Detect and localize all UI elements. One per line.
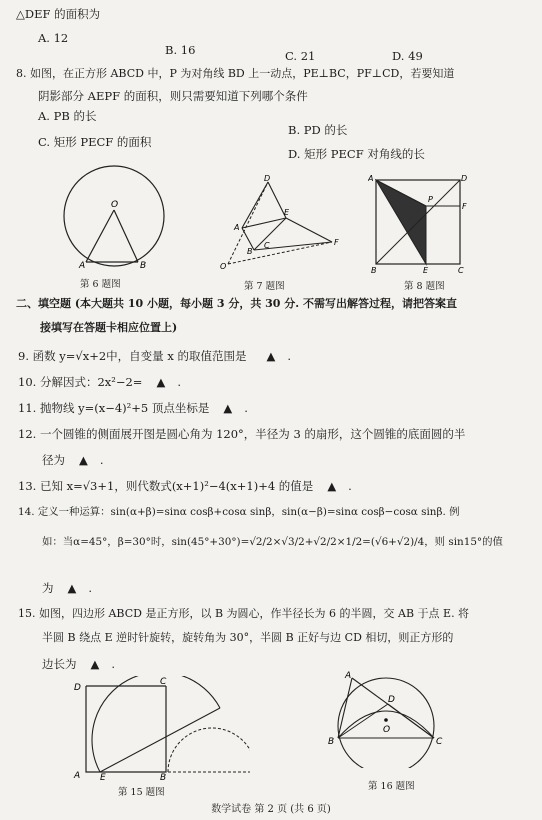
q8-option-a: A. PB 的长 <box>38 109 97 123</box>
fig7-label-o: O <box>220 262 227 271</box>
fig15-label-d: D <box>74 683 81 693</box>
q9-text: 9. 函数 y=√x+2中，自变量 x 的取值范围是 <box>18 349 247 363</box>
fig15-label-e: E <box>100 773 106 780</box>
fig6-label-o: O <box>111 200 119 210</box>
fig15-label-b: B <box>160 773 167 780</box>
fig8-label-f: F <box>462 202 467 211</box>
q8-option-b: B. PD 的长 <box>288 123 348 137</box>
fig7-label-f: F <box>334 238 339 247</box>
fig6-label-b: B <box>140 261 147 271</box>
fig7-caption: 第 7 题图 <box>244 281 285 292</box>
q7-tail: △DEF 的面积为 <box>16 7 101 21</box>
q12-blank-mark: ▲ <box>79 453 88 467</box>
fig15-label-a: A <box>74 771 81 780</box>
fig16-label-b: B <box>328 737 335 747</box>
q11-text: 11. 抛物线 y=(x−4)²+5 顶点坐标是 <box>18 401 210 415</box>
q12-end: . <box>99 453 104 467</box>
q7-option-d: D. 49 <box>392 49 423 63</box>
fig7-label-d: D <box>264 174 271 183</box>
fig7-label-e: E <box>284 208 290 217</box>
q13-blank-mark: ▲ <box>327 479 337 493</box>
fig8-label-a: A <box>368 174 374 183</box>
fig8-label-c: C <box>458 266 464 275</box>
q9 <box>18 348 291 364</box>
q14-text: 为 <box>42 581 54 595</box>
fig15-caption: 第 15 题图 <box>118 787 165 798</box>
q14-line1: 14. 定义一种运算：sin(α+β)=sinα cosβ+cosα sinβ，sin(α−β)=sinα cosβ−cosα sinβ. 例 <box>18 506 460 518</box>
fig8-label-e: E <box>423 266 429 275</box>
fig7-label-c: C <box>264 241 270 250</box>
q14-blank-mark: ▲ <box>67 581 77 595</box>
q12-line2 <box>42 452 104 468</box>
q8-option-d: D. 矩形 PECF 对角线的长 <box>288 147 425 161</box>
q10-blank-mark: ▲ <box>156 375 166 389</box>
fig8-caption: 第 8 题图 <box>404 281 445 292</box>
q14-end: . <box>88 581 93 595</box>
q7-option-a: A. 12 <box>38 31 69 45</box>
q11 <box>18 400 248 416</box>
q7-option-b: B. 16 <box>165 43 196 57</box>
q15-line2: 半圆 B 绕点 E 逆时针旋转，旋转角为 30°，半圆 B 正好与边 CD 相切，则正方形的 <box>42 631 454 644</box>
q11-blank-mark: ▲ <box>223 401 233 415</box>
q15-line1: 15. 如图，四边形 ABCD 是正方形，以 B 为圆心，作半径长为 6 的半圆，交 AB 于点 E. 将 <box>18 607 470 620</box>
fig6-label-a: A <box>79 261 86 271</box>
q13-end: . <box>348 479 352 493</box>
q12-line1: 12. 一个圆锥的侧面展开图是圆心角为 120°，半径为 3 的扇形，这个圆锥的底面圆的半 <box>18 427 466 441</box>
q15-blank-mark: ▲ <box>90 657 100 671</box>
fig16-caption: 第 16 题图 <box>368 781 415 792</box>
q9-end: . <box>287 349 291 363</box>
fig7-label-b: B <box>247 247 253 256</box>
fig8-label-p: P <box>428 195 433 204</box>
fig6-caption: 第 6 题图 <box>80 279 121 290</box>
fig15-label-c: C <box>160 677 167 687</box>
figure-15 <box>70 676 250 780</box>
q7-option-c: C. 21 <box>285 49 316 63</box>
q13 <box>18 478 352 494</box>
q13-text: 13. 已知 x=√3+1，则代数式(x+1)²−4(x+1)+4 的值是 <box>18 479 314 493</box>
figure-7 <box>220 172 350 272</box>
q10 <box>18 374 181 390</box>
q8-line2: 阴影部分 AEPF 的面积，则只需要知道下列哪个条件 <box>38 89 308 103</box>
fig7-label-a: A <box>234 223 240 232</box>
q15-line3 <box>42 656 115 672</box>
fig16-label-o: O <box>383 725 391 735</box>
fig8-label-d: D <box>461 174 468 183</box>
page-footer: 数学试卷 第 2 页 (共 6 页) <box>211 804 331 815</box>
q8-line1: 8. 如图，在正方形 ABCD 中，P 为对角线 BD 上一动点，PE⊥BC，PF⊥CD，若要知道 <box>16 67 455 80</box>
q12-text: 径为 <box>42 453 65 467</box>
figure-16 <box>326 664 450 768</box>
q10-text: 10. 分解因式：2x²−2= <box>18 375 143 389</box>
section2-line1: 二、填空题 (本大题共 10 小题，每小题 3 分，共 30 分. 不需写出解答过程，请把答案直 <box>16 297 457 310</box>
fig8-label-b: B <box>371 266 377 275</box>
q10-end: . <box>177 375 181 389</box>
fig16-label-d: D <box>388 695 395 705</box>
fig16-label-a: A <box>345 671 352 681</box>
fig16-label-c: C <box>436 737 443 747</box>
q14-line2: 如：当α=45°，β=30°时，sin(45°+30°)=√2/2×√3/2+√2/2×1/2=(√6+√2)/4，则 sin15°的值 <box>42 536 503 548</box>
q15-text: 边长为 <box>42 657 77 671</box>
section2-line2: 接填写在答题卡相应位置上) <box>40 321 178 334</box>
q8-option-c: C. 矩形 PECF 的面积 <box>38 135 152 149</box>
figure-6 <box>52 160 172 272</box>
q11-end: . <box>244 401 248 415</box>
q14-line3 <box>42 580 92 596</box>
figure-8 <box>368 172 472 276</box>
q15-end: . <box>111 657 116 671</box>
q9-blank-mark: ▲ <box>266 349 276 363</box>
